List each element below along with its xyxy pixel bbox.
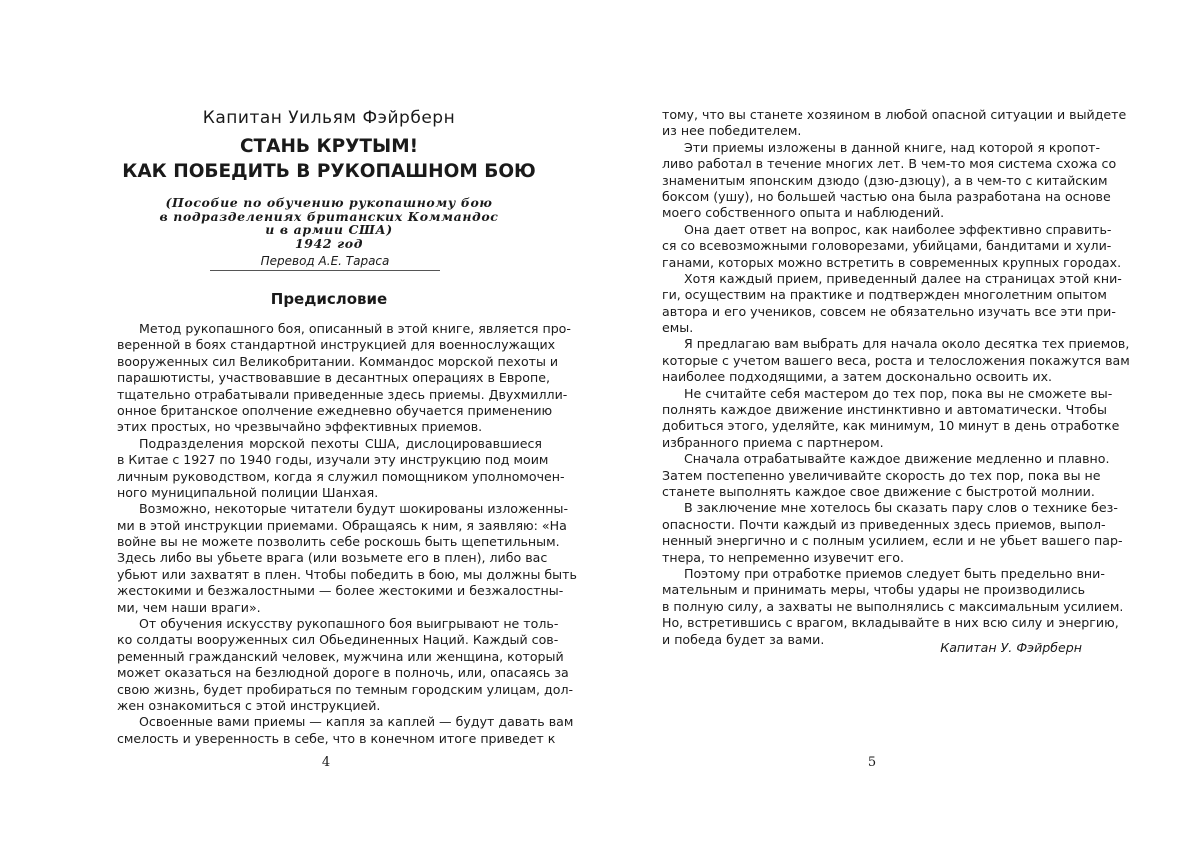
text-line: ми, чем наши враги». bbox=[117, 599, 261, 615]
text-line: ся со всевозможными головорезами, убийцами, бандитами и хули- bbox=[662, 238, 1112, 254]
text-line: тщательно отрабатывали приведенные здесь приемы. Двухмилли- bbox=[117, 386, 568, 402]
text-line: веренной в боях стандартной инструкцией для военнослужащих bbox=[117, 337, 556, 353]
translator-credit: Перевод А.Е. Тараса bbox=[210, 254, 440, 271]
page-number: 4 bbox=[321, 755, 331, 770]
book-title bbox=[117, 134, 541, 184]
subtitle-line: 1942 год bbox=[294, 235, 363, 251]
text-line: В заключение мне хотелось бы сказать пару слов о технике без- bbox=[684, 500, 1118, 516]
text-line: этих простых, но чрезвычайно эффективных приемов. bbox=[117, 419, 483, 435]
text-line: мательным и принимать меры, чтобы удары не производились bbox=[662, 582, 1086, 598]
text-line: ги, осуществим на практике и подтвержден многолетним опытом bbox=[662, 287, 1107, 303]
text-line: полнять каждое движение инстинктивно и автоматически. Чтобы bbox=[662, 402, 1107, 418]
text-line: вооруженных сил Великобритании. Коммандос морской пехоты и bbox=[117, 353, 559, 369]
text-line: онное британское ополчение ежедневно обучается применению bbox=[117, 402, 553, 418]
text-line: войне вы не можете позволить себе роскошь быть щепетильным. bbox=[117, 534, 560, 550]
title-line: КАК ПОБЕДИТЬ В РУКОПАШНОМ БОЮ bbox=[122, 161, 536, 182]
text-line: из нее победителем. bbox=[662, 123, 802, 139]
text-line: Эти приемы изложены в данной книге, над которой я кропот- bbox=[684, 139, 1101, 155]
text-line: ко солдаты вооруженных сил Обьединенных Наций. Каждый сов- bbox=[117, 632, 559, 648]
text-line: Здесь либо вы убьете врага (или возьмете его в плен), либо вас bbox=[117, 550, 548, 566]
text-line: Она дает ответ на вопрос, как наиболее эффективно справить- bbox=[684, 221, 1112, 237]
text-line: ненный энергично и с полным усилием, если и не убьет вашего пар- bbox=[662, 533, 1123, 549]
text-line: От обучения искусству рукопашного боя выигрывают не толь- bbox=[139, 616, 559, 632]
text-line: тнера, то непременно изувечит его. bbox=[662, 549, 905, 565]
subtitle-line: и в армии США) bbox=[265, 222, 393, 237]
right-page bbox=[600, 0, 1200, 848]
text-line: может оказаться на безлюдной дороге в полночь, или, опасаясь за bbox=[117, 665, 569, 681]
signature: Капитан У. Фэйрберн bbox=[940, 640, 1082, 655]
book-subtitle bbox=[117, 196, 541, 250]
text-line: емы. bbox=[662, 320, 694, 336]
text-line: в Китае с 1927 по 1940 годы, изучали эту инструкцию под моим bbox=[117, 452, 549, 468]
text-line: личным руководством, когда я служил помощником уполномочен- bbox=[117, 468, 565, 484]
text-line: Я предлагаю вам выбрать для начала около десятка тех приемов, bbox=[684, 336, 1130, 352]
text-line: Сначала отрабатывайте каждое движение медленно и плавно. bbox=[684, 451, 1110, 467]
text-line: автора и его учеников, совсем не обязательно изучать все эти при- bbox=[662, 303, 1116, 319]
author-name: Капитан Уильям Фэйрберн bbox=[202, 108, 456, 128]
text-line: ливо работал в течение многих лет. В чем-то моя система схожа со bbox=[662, 156, 1117, 172]
title-line: СТАНЬ КРУТЫМ! bbox=[239, 136, 419, 157]
text-line: наиболее подходящими, а затем досконально освоить их. bbox=[662, 369, 1053, 385]
text-line: жестокими и безжалостными — более жестокими и безжалостны- bbox=[117, 583, 564, 599]
text-line: боксом (ушу), но большей частью она была разработана на основе bbox=[662, 188, 1111, 204]
text-line: смелость и уверенность в себе, что в конечном итоге приведет к bbox=[117, 730, 556, 746]
text-line: моего собственного опыта и наблюдений. bbox=[662, 205, 945, 221]
section-heading: Предисловие bbox=[270, 290, 388, 308]
text-line: Поэтому при отработке приемов следует быть предельно вни- bbox=[684, 565, 1105, 581]
text-line: убьют или захватят в плен. Чтобы победить в бою, мы должны быть bbox=[117, 566, 577, 582]
text-line: которые с учетом вашего веса, роста и телосложения покажутся вам bbox=[662, 352, 1130, 368]
text-line: Не считайте себя мастером до тех пор, пока вы не сможете вы- bbox=[684, 385, 1113, 401]
text-line: жен ознакомиться с этой инструкцией. bbox=[117, 697, 381, 713]
text-line: ного муниципальной полиции Шанхая. bbox=[117, 484, 379, 500]
text-line: Затем постепенно увеличивайте скорость до тех пор, пока вы не bbox=[662, 467, 1101, 483]
text-line: Возможно, некоторые читатели будут шокированы изложенны- bbox=[139, 501, 569, 517]
text-line: парашютисты, участвовавшие в десантных операциях в Европе, bbox=[117, 370, 550, 386]
text-line: избранного приема с партнером. bbox=[662, 434, 884, 450]
text-line: Освоенные вами приемы — капля за каплей — будут давать вам bbox=[139, 714, 574, 730]
text-line: и победа будет за вами. bbox=[662, 631, 825, 647]
subtitle-line: в подразделениях британских Коммандос bbox=[159, 208, 499, 224]
text-line: знаменитым японским дзюдо (дзю-дзюцу), а в чем-то с китайским bbox=[662, 172, 1108, 188]
text-line: тому, что вы станете хозяином в любой опасной ситуации и выйдете bbox=[662, 107, 1127, 122]
body-text bbox=[117, 321, 577, 747]
text-line: ременный гражданский человек, мужчина или женщина, который bbox=[117, 648, 564, 664]
text-line: добиться этого, уделяйте, как минимум, 10 минут в день отработке bbox=[662, 418, 1120, 434]
text-line: Подразделения морской пехоты США, дислоцировавшиеся bbox=[139, 435, 542, 451]
text-line: опасности. Почти каждый из приведенных здесь приемов, выпол- bbox=[662, 516, 1106, 532]
text-line: Метод рукопашного боя, описанный в этой книге, является про- bbox=[139, 321, 571, 336]
text-line: станете выполнять каждое свое движение с быстротой молнии. bbox=[662, 483, 1095, 499]
text-line: свою жизнь, будет пробираться по темным городским улицам, дол- bbox=[117, 681, 574, 697]
text-line: в полную силу, а захваты не выполнялись с максимальным усилием. bbox=[662, 598, 1124, 614]
text-line: ганами, которых можно встретить в современных крупных городах. bbox=[662, 254, 1122, 270]
body-text bbox=[662, 107, 1130, 648]
text-line: Хотя каждый прием, приведенный далее на страницах этой кни- bbox=[684, 270, 1122, 286]
text-line: Но, встретившись с врагом, вкладывайте в них всю силу и энергию, bbox=[662, 615, 1119, 631]
subtitle-line: (Пособие по обучению рукопашному бою bbox=[165, 195, 493, 210]
page-number: 5 bbox=[867, 755, 877, 770]
text-line: ми в этой инструкции приемами. Обращаясь к ним, я заявляю: «На bbox=[117, 517, 567, 533]
